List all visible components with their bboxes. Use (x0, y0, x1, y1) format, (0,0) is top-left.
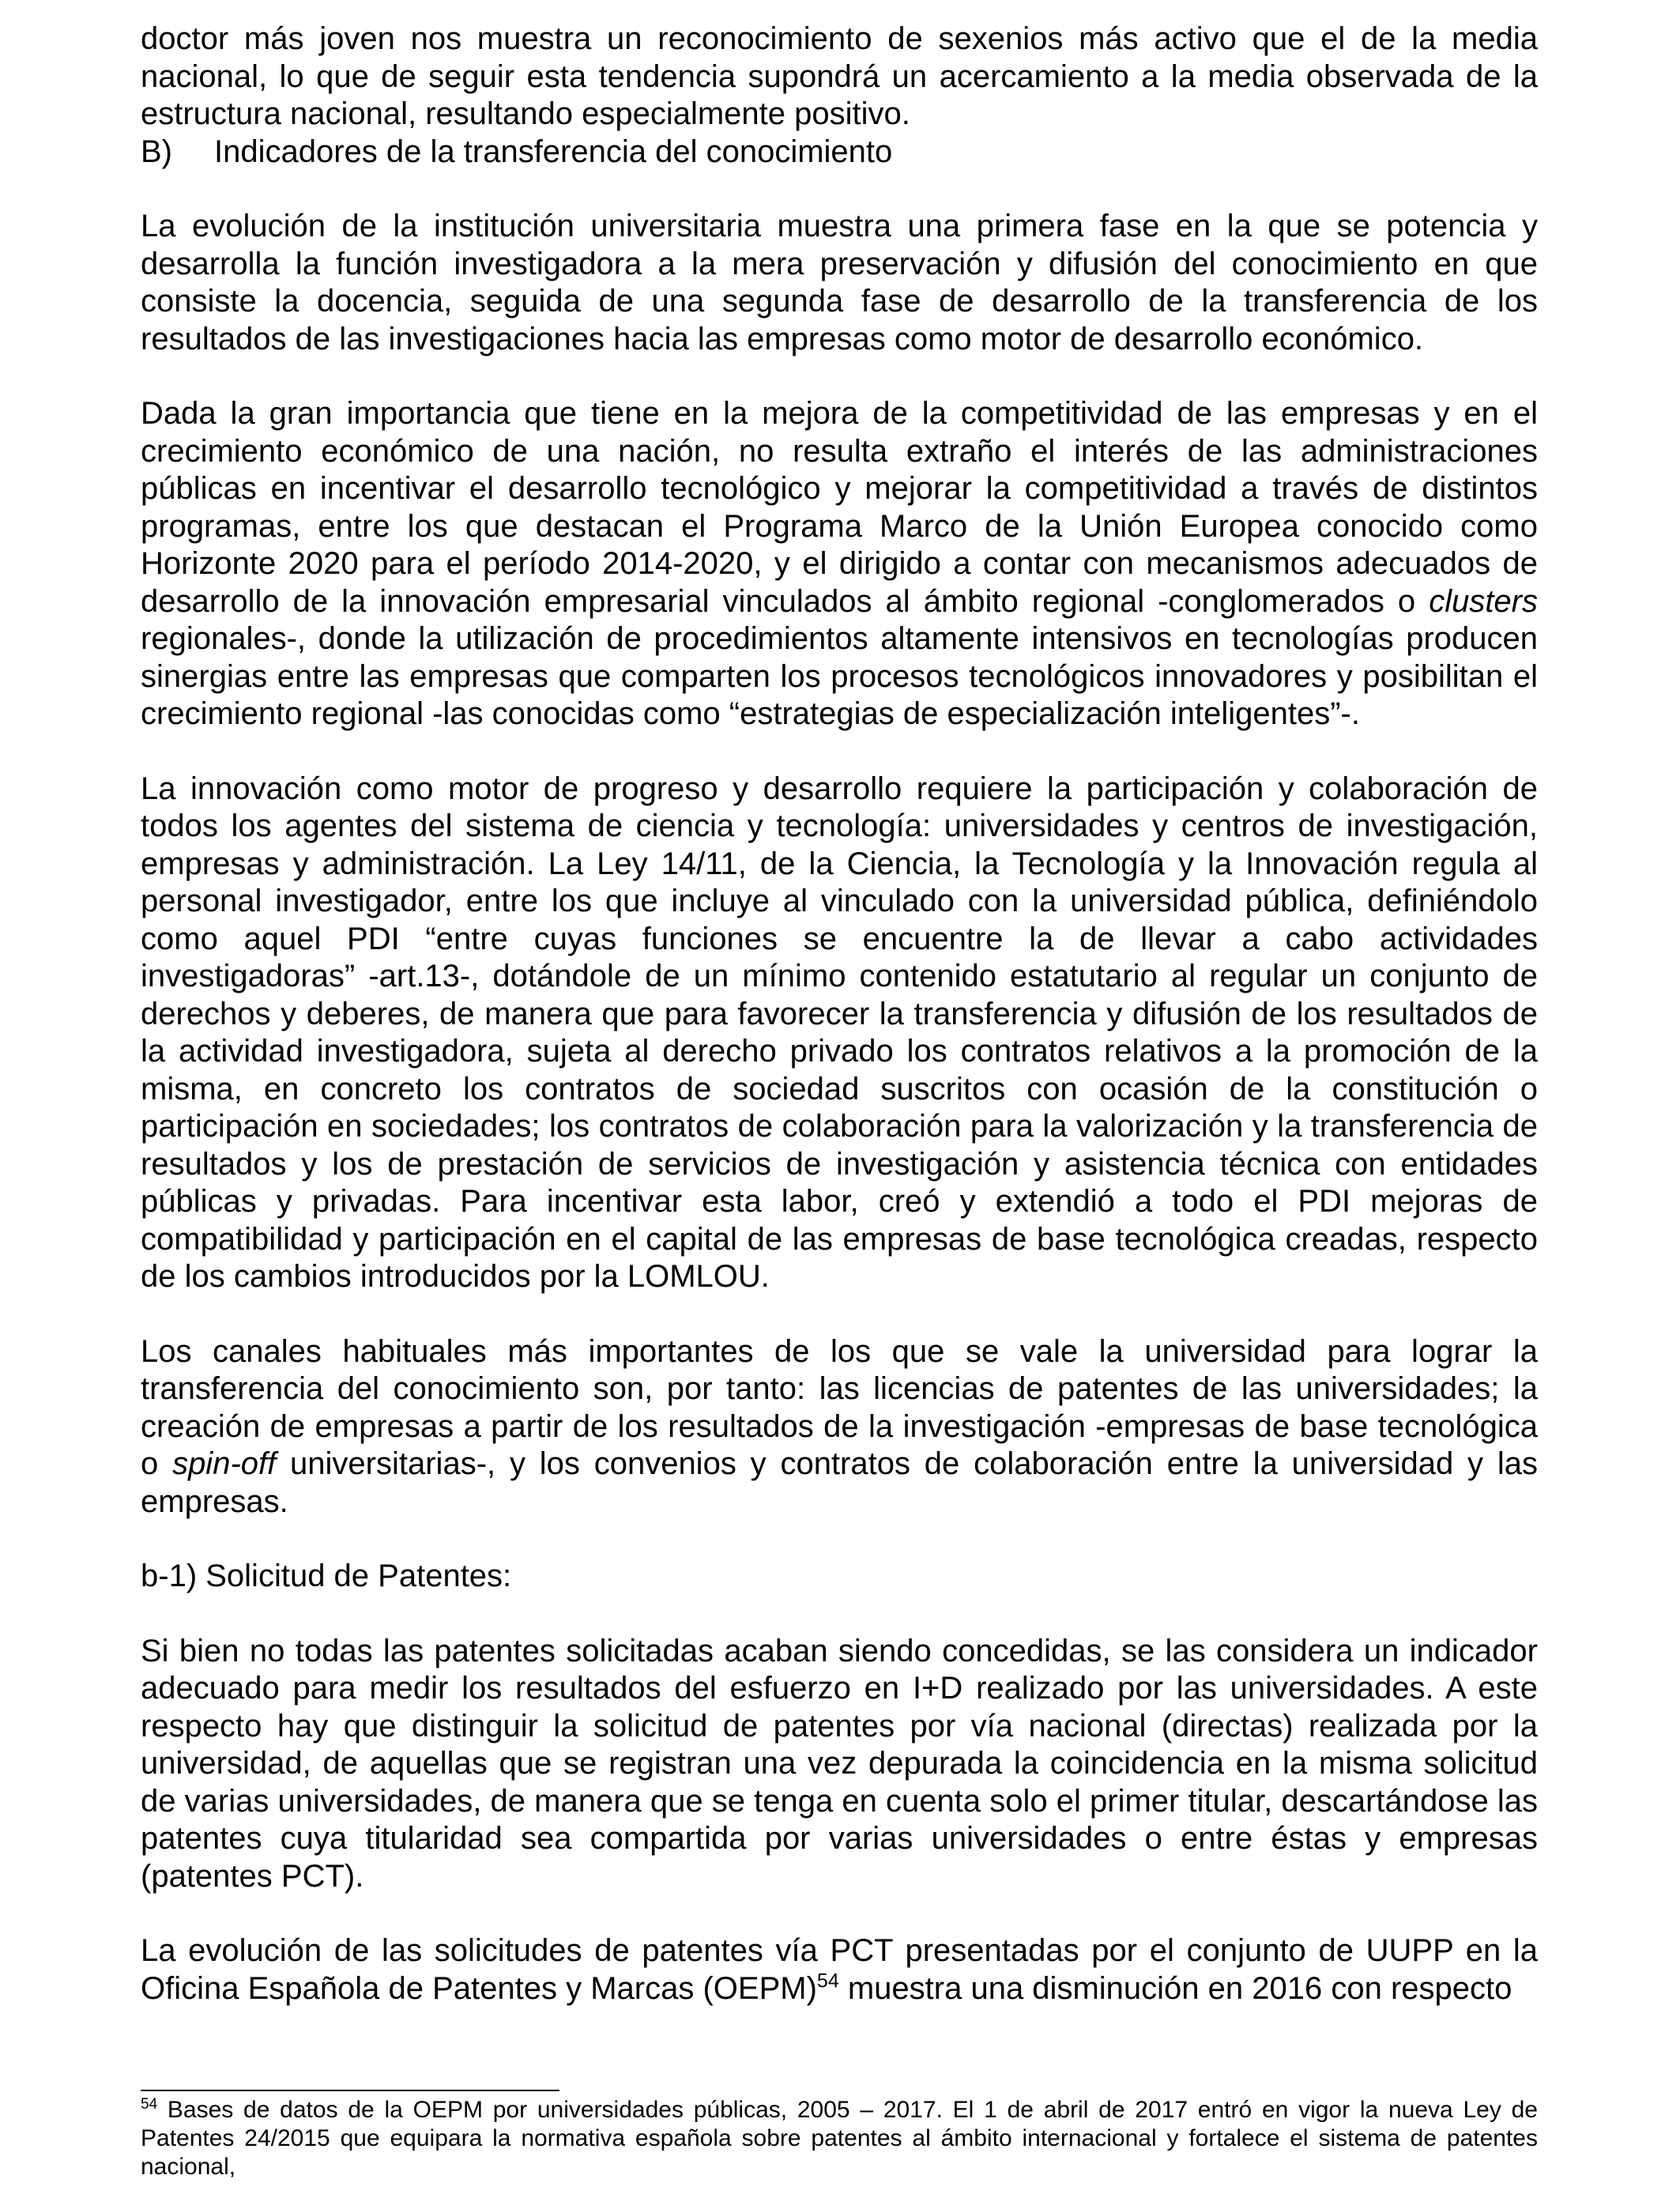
paragraph-sexenios-continuation: doctor más joven nos muestra un reconocimiento de sexenios más activo que el de la media nacional, lo que de seguir esta tendencia supondrá un acercamiento a la media observada de la estructura nacional, resultando especialmente positivo. (141, 21, 1538, 131)
paragraph-innovation-law: La innovación como motor de progreso y desarrollo requiere la participación y colaboración de todos los agentes del sistema de ciencia y tecnología: universidades y centros de investigación, empresas y administración. La Ley 14/11, de la Ciencia, la Tecnología y la Innovación regula al personal investigador, entre los que incluye al vinculado con la universidad pública, definiéndolo como aquel PDI “entre cuyas funciones se encuentre la de llevar a cabo actividades investigadoras” -art.13-, dotándole de un mínimo contenido estatutario al regular un conjunto de derechos y deberes, de manera que para favorecer la transferencia y difusión de los resultados de la actividad investigadora, sujeta al derecho privado los contratos relativos a la promoción de la misma, en concreto los contratos de sociedad suscritos con ocasión de la constitución o participación en sociedades; los contratos de colaboración para la valorización y la transferencia de resultados y los de prestación de servicios de investigación y asistencia técnica con entidades públicas y privadas. Para incentivar esta labor, creó y extendió a todo el PDI mejoras de compatibilidad y participación en el capital de las empresas de base tecnológica creadas, respecto de los cambios introducidos por la LOMLOU. (141, 771, 1538, 1294)
footnote-reference[interactable]: 54 (816, 1970, 839, 1992)
paragraph-transfer-channels-part-1: Los canales habituales más importantes de los que se vale la universidad para lograr la transferencia del conocimiento son, por tanto: las licencias de patentes de las universidades; la creación de empresas a partir de los resultados de la investigación -empresas de base tecnológica o (141, 1333, 1538, 1481)
paragraph-competitiveness-part-2: regionales-, donde la utilización de procedimientos altamente intensivos en tecnologías producen sinergias entre las empresas que comparten los procesos tecnológicos innovadores y posibilitan el crecimiento regional -las conocidas como “estrategias de especialización inteligentes”-. (141, 621, 1538, 731)
paragraph-pct-evolution-part-2: muestra una disminución en 2016 con respecto (838, 1970, 1512, 2006)
paragraph-pct-evolution (141, 1932, 1538, 2007)
footnote-number: 54 (141, 2096, 158, 2113)
clusters-term: clusters (1429, 583, 1538, 619)
footnote-text: Bases de datos de la OEPM por universidades públicas, 2005 – 2017. El 1 de abril de 2017 entró en vigor la nueva Ley de Patentes 24/2015 que equipara la normativa española sobre patentes al ámbito internacional y fortalece el sistema de patentes nacional, (141, 2097, 1538, 2180)
subheading-patent-applications: b-1) Solicitud de Patentes: (141, 1559, 512, 1593)
footnote-54 (141, 2096, 1538, 2181)
paragraph-competitiveness (141, 395, 1538, 733)
footnote-separator (141, 2090, 559, 2091)
paragraph-institutional-evolution: La evolución de la institución universitaria muestra una primera fase en la que se potencia y desarrolla la función investigadora a la mera preservación y difusión del conocimiento en que consiste la docencia, seguida de una segunda fase de desarrollo de la transferencia de los resultados de las investigaciones hacia las empresas como motor de desarrollo económico. (141, 209, 1538, 356)
section-heading-text: Indicadores de la transferencia del conocimiento (214, 134, 893, 169)
paragraph-competitiveness-part-1: Dada la gran importancia que tiene en la mejora de la competitividad de las empresas y en el crecimiento económico de una nación, no resulta extraño el interés de las administraciones públicas en incentivar el desarrollo tecnológico y mejorar la competitividad a través de distintos programas, entre los que destacan el Programa Marco de la Unión Europea conocido como Horizonte 2020 para el período 2014-2020, y el dirigido a contar con mecanismos adecuados de desarrollo de la innovación empresarial vinculados al ámbito regional -conglomerados o (141, 396, 1538, 619)
section-heading-b (141, 134, 1538, 172)
paragraph-transfer-channels (141, 1333, 1538, 1521)
section-heading-letter: B) (141, 134, 172, 169)
paragraph-transfer-channels-part-2: universitarias-, y los convenios y contratos de colaboración entre la universidad y las empresas. (141, 1446, 1538, 1519)
paragraph-patent-indicator: Si bien no todas las patentes solicitadas acaban siendo concedidas, se las considera un indicador adecuado para medir los resultados del esfuerzo en I+D realizado por las universidades. A este respecto hay que distinguir la solicitud de patentes por vía nacional (directas) realizada por la universidad, de aquellas que se registran una vez depurada la coincidencia en la misma solicitud de varias universidades, de manera que se tenga en cuenta solo el primer titular, descartándose las patentes cuya titularidad sea compartida por varias universidades o entre éstas y empresas (patentes PCT). (141, 1633, 1538, 1894)
spin-off-term: spin-off (172, 1446, 277, 1481)
paragraph-pct-evolution-part-1: La evolución de las solicitudes de patentes vía PCT presentadas por el conjunto de UUPP en la Oficina Española de Patentes y Marcas (OEPM) (141, 1933, 1538, 2006)
document-page (141, 21, 1538, 2007)
